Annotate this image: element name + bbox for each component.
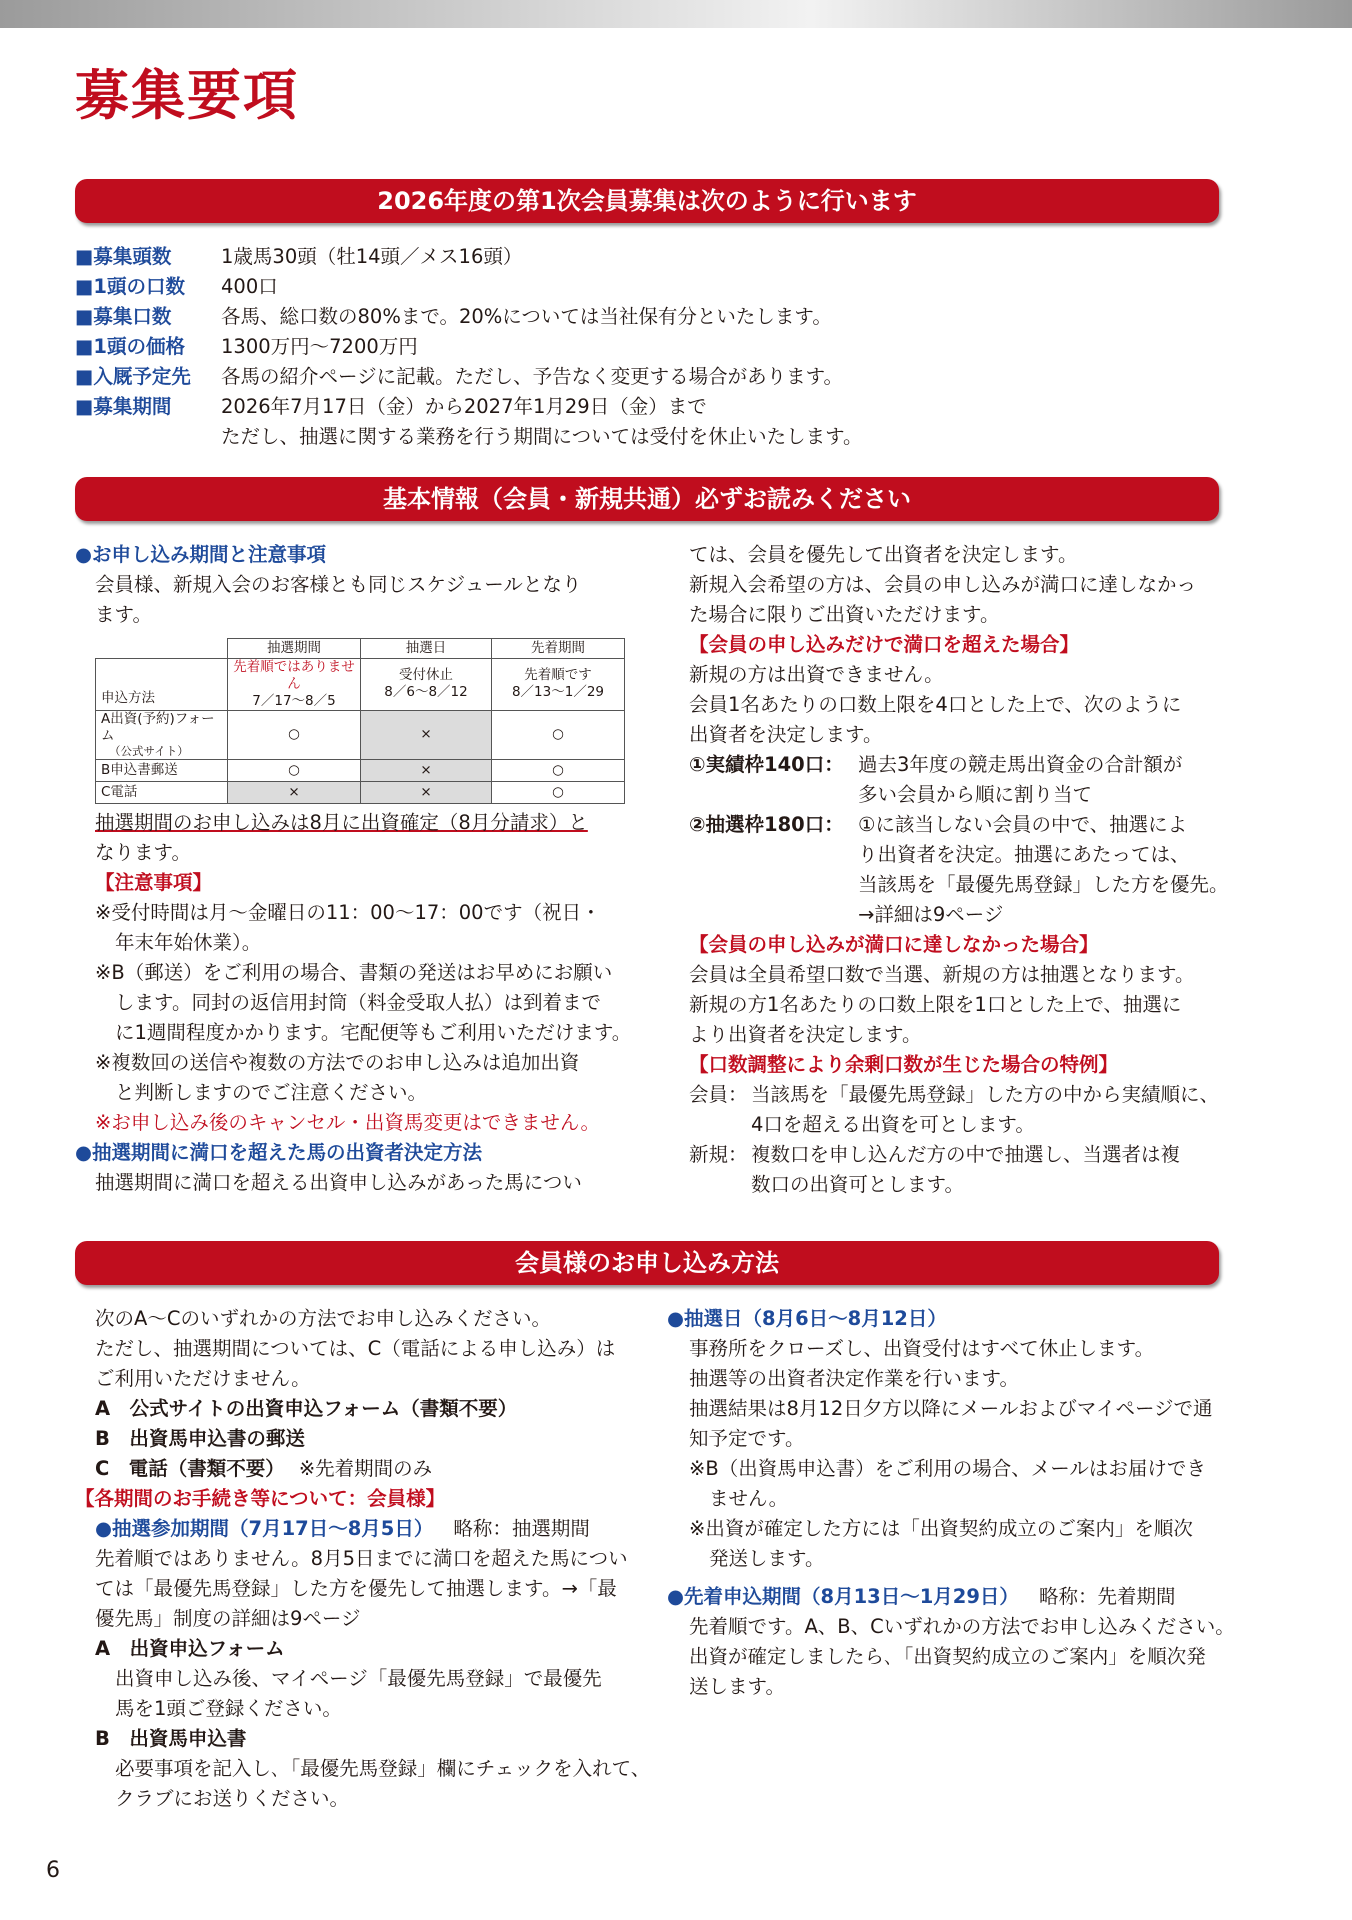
text-line [75, 808, 635, 838]
quota-label: ②抽選枠180口： [689, 813, 844, 836]
text-line: 知予定です。 [689, 1427, 805, 1450]
summary-label: ■募集頭数 [75, 245, 172, 268]
table-mark: × [361, 759, 492, 781]
first-come-period-title: ●先着申込期間（8月13日～1月29日） [667, 1585, 1019, 1608]
note-line: 年末年始休業）。 [115, 931, 262, 954]
quota-row [689, 810, 1229, 840]
special-row [689, 1140, 1229, 1170]
text-line: 事務所をクローズし、出資受付はすべて休止します。 [689, 1337, 1155, 1360]
summary-value: 2026年7月17日（金）から2027年1月29日（金）まで [221, 395, 707, 418]
table-period-cell [228, 659, 361, 711]
method-a-sublabel: （公式サイト） [109, 744, 189, 759]
text-line: 必要事項を記入し､「最優先馬登録」欄にチェックを入れて、 [115, 1757, 651, 1780]
table-mark: × [361, 781, 492, 803]
top-gradient-bar [0, 0, 1352, 28]
text-line: ただし、抽選期間については、C（電話による申し込み）は [95, 1337, 616, 1360]
text-line: ては「最優先馬登録」した方を優先して抽選します。→「最 [95, 1577, 617, 1600]
heading-lottery-decision: ●抽選期間に満口を超えた馬の出資者決定方法 [75, 1141, 483, 1164]
table-header: 抽選期間 [228, 639, 361, 659]
method-c-row [75, 1454, 635, 1484]
application-right [667, 1304, 1235, 1702]
table-mark: × [361, 710, 492, 759]
note-line: ※受付時間は月～金曜日の11：00～17：00です（祝日・ [95, 901, 601, 924]
table-method-b: B申込書郵送 [96, 759, 228, 781]
schedule-table [95, 638, 625, 804]
text-line: 新規の方は出資できません。 [689, 663, 944, 686]
underlined-text: 抽選期間のお申し込みは8月に出資確定（8月分請求）と [95, 811, 588, 834]
text-line: 新規入会希望の方は、会員の申し込みが満口に達しなかっ [689, 573, 1197, 596]
application-left [75, 1304, 651, 1814]
lottery-day-heading: ●抽選日（8月6日～8月12日） [667, 1307, 947, 1330]
first-come-period-abbr: 略称：先着期間 [1038, 1585, 1176, 1608]
summary-label: ■1頭の価格 [75, 335, 185, 358]
basic-info-left-bottom [75, 808, 635, 1198]
table-method-header: 申込方法 [96, 659, 228, 711]
note-line: ※B（郵送）をご利用の場合、書類の発送はお早めにお願い [95, 961, 613, 984]
table-corner [96, 639, 228, 659]
basic-info-right [689, 540, 1229, 1200]
table-mark: ○ [228, 710, 361, 759]
text-line: 新規の方1名あたりの口数上限を1口とした上で、抽選に [689, 993, 1182, 1016]
text-line: 先着順です。A、B、Cいずれかの方法でお申し込みください。 [689, 1615, 1235, 1638]
table-mark: × [228, 781, 361, 803]
method-b: B 出資馬申込書の郵送 [95, 1427, 305, 1450]
section-heading-basic-info: 基本情報（会員・新規共通）必ずお読みください [75, 477, 1219, 521]
notes-title: 【注意事項】 [95, 871, 213, 894]
text-line: 抽選等の出資者決定作業を行います。 [689, 1367, 1019, 1390]
quota-text: →詳細は9ページ [858, 903, 1004, 926]
text-line: 馬を1頭ご登録ください。 [115, 1697, 342, 1720]
note-line: ※複数回の送信や複数の方法でのお申し込みは追加出資 [95, 1051, 580, 1074]
note-line: 発送します。 [709, 1547, 825, 1570]
quota-text: り出資者を決定。抽選にあたっては、 [858, 843, 1190, 866]
text-line: 次のA～Cのいずれかの方法でお申し込みください。 [95, 1307, 551, 1330]
special-row [689, 1080, 1229, 1110]
basic-info-left-top [75, 540, 635, 630]
text-line: 出資者を決定します。 [689, 723, 883, 746]
note-line: ※出資が確定した方には「出資契約成立のご案内」を順次 [689, 1517, 1193, 1540]
special-text: 複数口を申し込んだ方の中で抽選し、当選者は複 [751, 1143, 1181, 1166]
summary-label: ■募集期間 [75, 395, 172, 418]
text-line: 先着順ではありません。8月5日までに満口を超えた馬につい [95, 1547, 628, 1570]
period-note: ただし、抽選に関する業務を行う期間については受付を休止いたします。 [221, 425, 863, 448]
method-c-note: ※先着期間のみ [298, 1457, 433, 1480]
page-title: 募集要項 [75, 64, 299, 127]
method-a: A 公式サイトの出資申込フォーム（書類不要） [95, 1397, 518, 1420]
table-period-cell [361, 659, 492, 711]
summary-row [75, 332, 1219, 362]
note-line: します。同封の返信用封筒（料金受取人払）は到着まで [115, 991, 601, 1014]
summary-row [75, 242, 1219, 272]
table-mark: ○ [492, 710, 625, 759]
text-line: 出資が確定しましたら､「出資契約成立のご案内」を順次発 [689, 1645, 1206, 1668]
summary-label: ■1頭の口数 [75, 275, 185, 298]
text-line: 抽選期間に満口を超える出資申し込みがあった馬につい [95, 1171, 582, 1194]
quota-text: 過去3年度の競走馬出資金の合計額が [858, 753, 1183, 776]
quota-label: ①実績枠140口： [689, 753, 844, 776]
table-method-c: C電話 [96, 781, 228, 803]
subheading-periods: 【各期間のお手続き等について：会員様】 [75, 1487, 446, 1510]
special-label: 新規： [689, 1143, 748, 1166]
subheading-under-capacity: 【会員の申し込みが満口に達しなかった場合】 [689, 933, 1099, 956]
summary-row [75, 302, 1219, 332]
text-line: ては、会員を優先して出資者を決定します。 [689, 543, 1078, 566]
summary-label: ■入厩予定先 [75, 365, 191, 388]
table-period-dates: 7／17～8／5 [252, 692, 336, 709]
text-line: クラブにお送りください。 [115, 1787, 350, 1810]
method-a-label: A出資(予約)フォーム [101, 710, 215, 744]
quota-text: 当該馬を「最優先馬登録」した方を優先。 [858, 873, 1229, 896]
note-line: ません。 [709, 1487, 789, 1510]
text-line: より出資者を決定します。 [689, 1023, 922, 1046]
special-label: 会員： [689, 1083, 748, 1106]
note-warning: ※お申し込み後のキャンセル・出資馬変更はできません。 [95, 1111, 601, 1134]
note-line: ※B（出資馬申込書）をご利用の場合、メールはお届けでき [689, 1457, 1206, 1480]
text-line: なります。 [95, 841, 191, 864]
note-line: と判断しますのでご注意ください。 [115, 1081, 428, 1104]
heading-period-notes: ●お申し込み期間と注意事項 [75, 543, 327, 566]
table-method-a [96, 710, 228, 759]
table-period-dates: 8／13～1／29 [511, 684, 605, 701]
table-mark: ○ [492, 759, 625, 781]
summary-value: 各馬、総口数の80%まで。20%については当社保有分といたします。 [221, 305, 832, 328]
summary-value: 各馬の紹介ページに記載。ただし、予告なく変更する場合があります。 [221, 365, 844, 388]
summary-row [75, 362, 1219, 392]
table-header: 先着期間 [492, 639, 625, 659]
method-c: C 電話（書類不要） [95, 1457, 285, 1480]
special-text: 数口の出資可とします。 [751, 1173, 964, 1196]
summary-value: 1300万円～7200万円 [221, 335, 418, 358]
special-text: 当該馬を「最優先馬登録」した方の中から実績順に、 [751, 1083, 1220, 1106]
text-line: ご利用いただけません。 [95, 1367, 311, 1390]
table-mark: ○ [228, 759, 361, 781]
table-period-note: 先着順ではありません [233, 659, 355, 692]
table-period-note: 先着順です [524, 667, 592, 684]
text-line: 送します。 [689, 1675, 785, 1698]
text-line: た場合に限りご出資いただけます。 [689, 603, 1000, 626]
text-line: 会員は全員希望口数で当選、新規の方は抽選となります。 [689, 963, 1195, 986]
table-period-note: 受付休止 [399, 667, 453, 684]
summary-value: 400口 [221, 275, 278, 298]
text-line: 会員1名あたりの口数上限を4口とした上で、次のように [689, 693, 1182, 716]
lottery-period-heading [75, 1514, 635, 1544]
form-a-heading: A 出資申込フォーム [95, 1637, 285, 1660]
quota-row [689, 750, 1229, 780]
lottery-period-title: ●抽選参加期間（7月17日～8月5日） [95, 1517, 434, 1540]
text-line: 出資申し込み後、マイページ「最優先馬登録」で最優先 [115, 1667, 602, 1690]
text-line: 会員様、新規入会のお客様とも同じスケジュールとなり [95, 573, 582, 596]
first-come-heading-row [667, 1582, 1227, 1612]
recruitment-summary [75, 242, 1219, 452]
section-heading-recruitment: 2026年度の第1次会員募集は次のように行います [75, 179, 1219, 223]
quota-text: ①に該当しない会員の中で、抽選によ [858, 813, 1188, 836]
subheading-surplus: 【口数調整により余剰口数が生じた場合の特例】 [689, 1053, 1119, 1076]
lottery-period-abbr: 略称：抽選期間 [453, 1517, 590, 1540]
section-heading-member-application: 会員様のお申し込み方法 [75, 1241, 1219, 1285]
text-line: 優先馬」制度の詳細は9ページ [95, 1607, 361, 1630]
summary-label: ■募集口数 [75, 305, 172, 328]
summary-value: 1歳馬30頭（牡14頭／メス16頭） [221, 245, 523, 268]
table-mark: ○ [492, 781, 625, 803]
special-text: 4口を超える出資を可とします。 [751, 1113, 1035, 1136]
note-line: に1週間程度かかります。宅配便等もご利用いただけます。 [115, 1021, 632, 1044]
summary-row [75, 272, 1219, 302]
table-period-cell [492, 659, 625, 711]
subheading-over-capacity: 【会員の申し込みだけで満口を超えた場合】 [689, 633, 1080, 656]
form-b-heading: B 出資馬申込書 [95, 1727, 247, 1750]
page-number: 6 [46, 1858, 60, 1883]
quota-text: 多い会員から順に割り当て [858, 783, 1093, 806]
text-line: ます。 [95, 603, 152, 626]
summary-row [75, 392, 1219, 422]
text-line: 抽選結果は8月12日夕方以降にメールおよびマイページで通 [689, 1397, 1213, 1420]
table-period-dates: 8／6～8／12 [384, 684, 468, 701]
table-header: 抽選日 [361, 639, 492, 659]
